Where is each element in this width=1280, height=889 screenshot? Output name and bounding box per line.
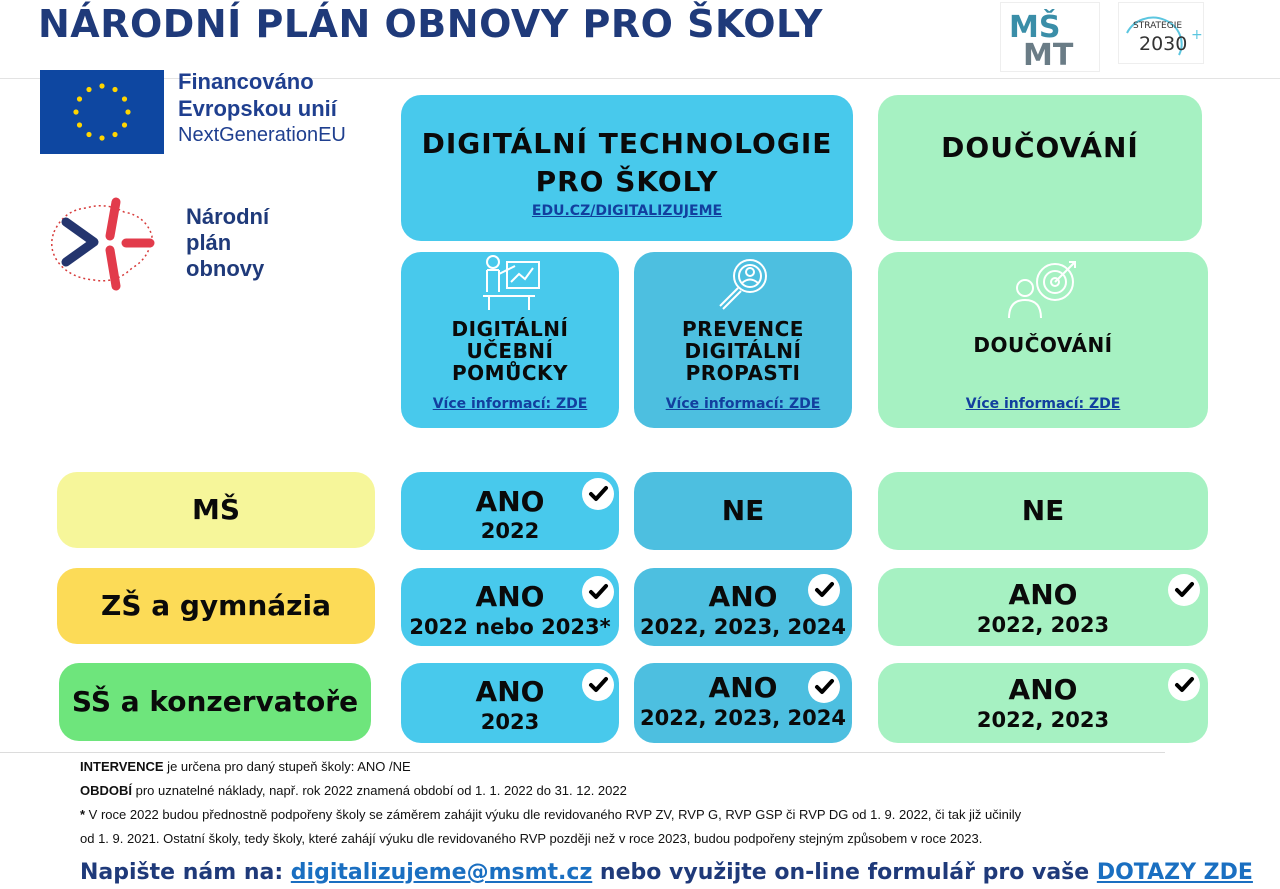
- footer-note-intervence: INTERVENCE je určena pro daný stupeň školy: ANO /NE: [80, 759, 411, 774]
- gap-line1: PREVENCE: [682, 317, 804, 341]
- gap-line3: PROPASTI: [685, 361, 801, 385]
- footer-divider: [0, 752, 1165, 753]
- digital-technology-header: [401, 95, 853, 241]
- digital-header-line1: DIGITÁLNÍ TECHNOLOGIE: [421, 127, 833, 160]
- cell-ms-gap: NE: [634, 472, 852, 550]
- eu-line1: Financováno: [178, 69, 314, 94]
- strategie-2030-logo: [1118, 2, 1204, 64]
- faq-link[interactable]: DOTAZY ZDE: [1096, 860, 1253, 885]
- npo-line2: plán: [186, 230, 232, 255]
- strategie-plus-label: +: [1191, 27, 1203, 43]
- contact-line: Napište nám na: digitalizujeme@msmt.cz nebo využijte on-line formulář pro vaše DOTAZY ZDE: [80, 860, 1253, 885]
- magnifier-person-icon: [708, 252, 778, 314]
- digital-gap-card: [634, 252, 852, 428]
- checkmark-icon: [1168, 574, 1200, 606]
- cell-zs-gap: ANO 2022, 2023, 2024: [634, 568, 852, 646]
- eu-funding-text: [178, 68, 398, 149]
- cell-ss-tutoring: ANO 2022, 2023: [878, 663, 1208, 743]
- checkmark-icon: [582, 576, 614, 608]
- aids-line3: POMŮCKY: [452, 361, 568, 385]
- contact-email-link[interactable]: digitalizujeme@msmt.cz: [290, 860, 593, 885]
- checkmark-icon: [808, 671, 840, 703]
- target-person-icon: [1003, 258, 1083, 320]
- svg-text:MŠ: MŠ: [1009, 10, 1061, 45]
- tutoring-card-label: DOUČOVÁNÍ: [973, 333, 1113, 357]
- npo-logo-icon: [46, 192, 156, 298]
- tutoring-header: [878, 95, 1202, 241]
- cell-ss-aids: ANO 2023: [401, 663, 619, 743]
- aids-line2: UČEBNÍ: [466, 339, 554, 363]
- npo-line1: Národní: [186, 204, 270, 229]
- presentation-icon: [475, 252, 545, 314]
- digital-header-line2: PRO ŠKOLY: [535, 165, 719, 198]
- digital-aids-card: [401, 252, 619, 428]
- checkmark-icon: [582, 669, 614, 701]
- cell-zs-aids: ANO 2022 nebo 2023*: [401, 568, 619, 646]
- npo-line3: obnovy: [186, 256, 265, 281]
- aids-line1: DIGITÁLNÍ: [451, 317, 569, 341]
- tutoring-more-info-link[interactable]: Více informací: ZDE: [965, 396, 1121, 412]
- cell-ms-tutoring: NE: [878, 472, 1208, 550]
- checkmark-icon: [1168, 669, 1200, 701]
- footer-note-asterisk-cont: od 1. 9. 2021. Ostatní školy, tedy školy, které zahájí výuku dle revidovaného RVP později než v roce 2023, budou podpořeny stejným způsobem v roce 2023.: [80, 831, 983, 846]
- digital-header-link[interactable]: EDU.CZ/DIGITALIZUJEME: [531, 203, 723, 219]
- eu-line2: Evropskou unií: [178, 96, 337, 121]
- row-label-ss: SŠ a konzervatoře: [59, 663, 371, 741]
- aids-more-info-link[interactable]: Více informací: ZDE: [432, 396, 588, 412]
- cell-ms-aids: ANO 2022: [401, 472, 619, 550]
- gap-line2: DIGITÁLNÍ: [684, 339, 802, 363]
- cell-ss-gap: ANO 2022, 2023, 2024: [634, 663, 852, 743]
- msmt-logo: [1000, 2, 1100, 72]
- svg-text:MT: MT: [1023, 38, 1074, 73]
- tutoring-card: [878, 252, 1208, 428]
- footer-note-obdobi: OBDOBÍ pro uznatelné náklady, např. rok 2022 znamená období od 1. 1. 2022 do 31. 12. 2022: [80, 783, 627, 798]
- checkmark-icon: [808, 574, 840, 606]
- page-title: NÁRODNÍ PLÁN OBNOVY PRO ŠKOLY: [38, 2, 823, 46]
- eu-flag-icon: [40, 70, 164, 154]
- eu-line3: NextGenerationEU: [178, 124, 346, 146]
- strategie-small-label: STRATEGIE: [1133, 21, 1183, 31]
- tutoring-header-label: DOUČOVÁNÍ: [941, 131, 1139, 164]
- footer-note-asterisk: * V roce 2022 budou přednostně podpořeny školy se záměrem zahájit výuku dle revidovaného RVP ZV, RVP G, RVP GSP či RVP DG od 1. 9. 2022, či tak již učinily: [80, 807, 1022, 822]
- strategie-year-label: 2030: [1139, 33, 1188, 55]
- cell-zs-tutoring: ANO 2022, 2023: [878, 568, 1208, 646]
- checkmark-icon: [582, 478, 614, 510]
- row-label-zs: ZŠ a gymnázia: [57, 568, 375, 644]
- gap-more-info-link[interactable]: Více informací: ZDE: [665, 396, 821, 412]
- npo-logo-text: [186, 204, 269, 282]
- row-label-ms: MŠ: [57, 472, 375, 548]
